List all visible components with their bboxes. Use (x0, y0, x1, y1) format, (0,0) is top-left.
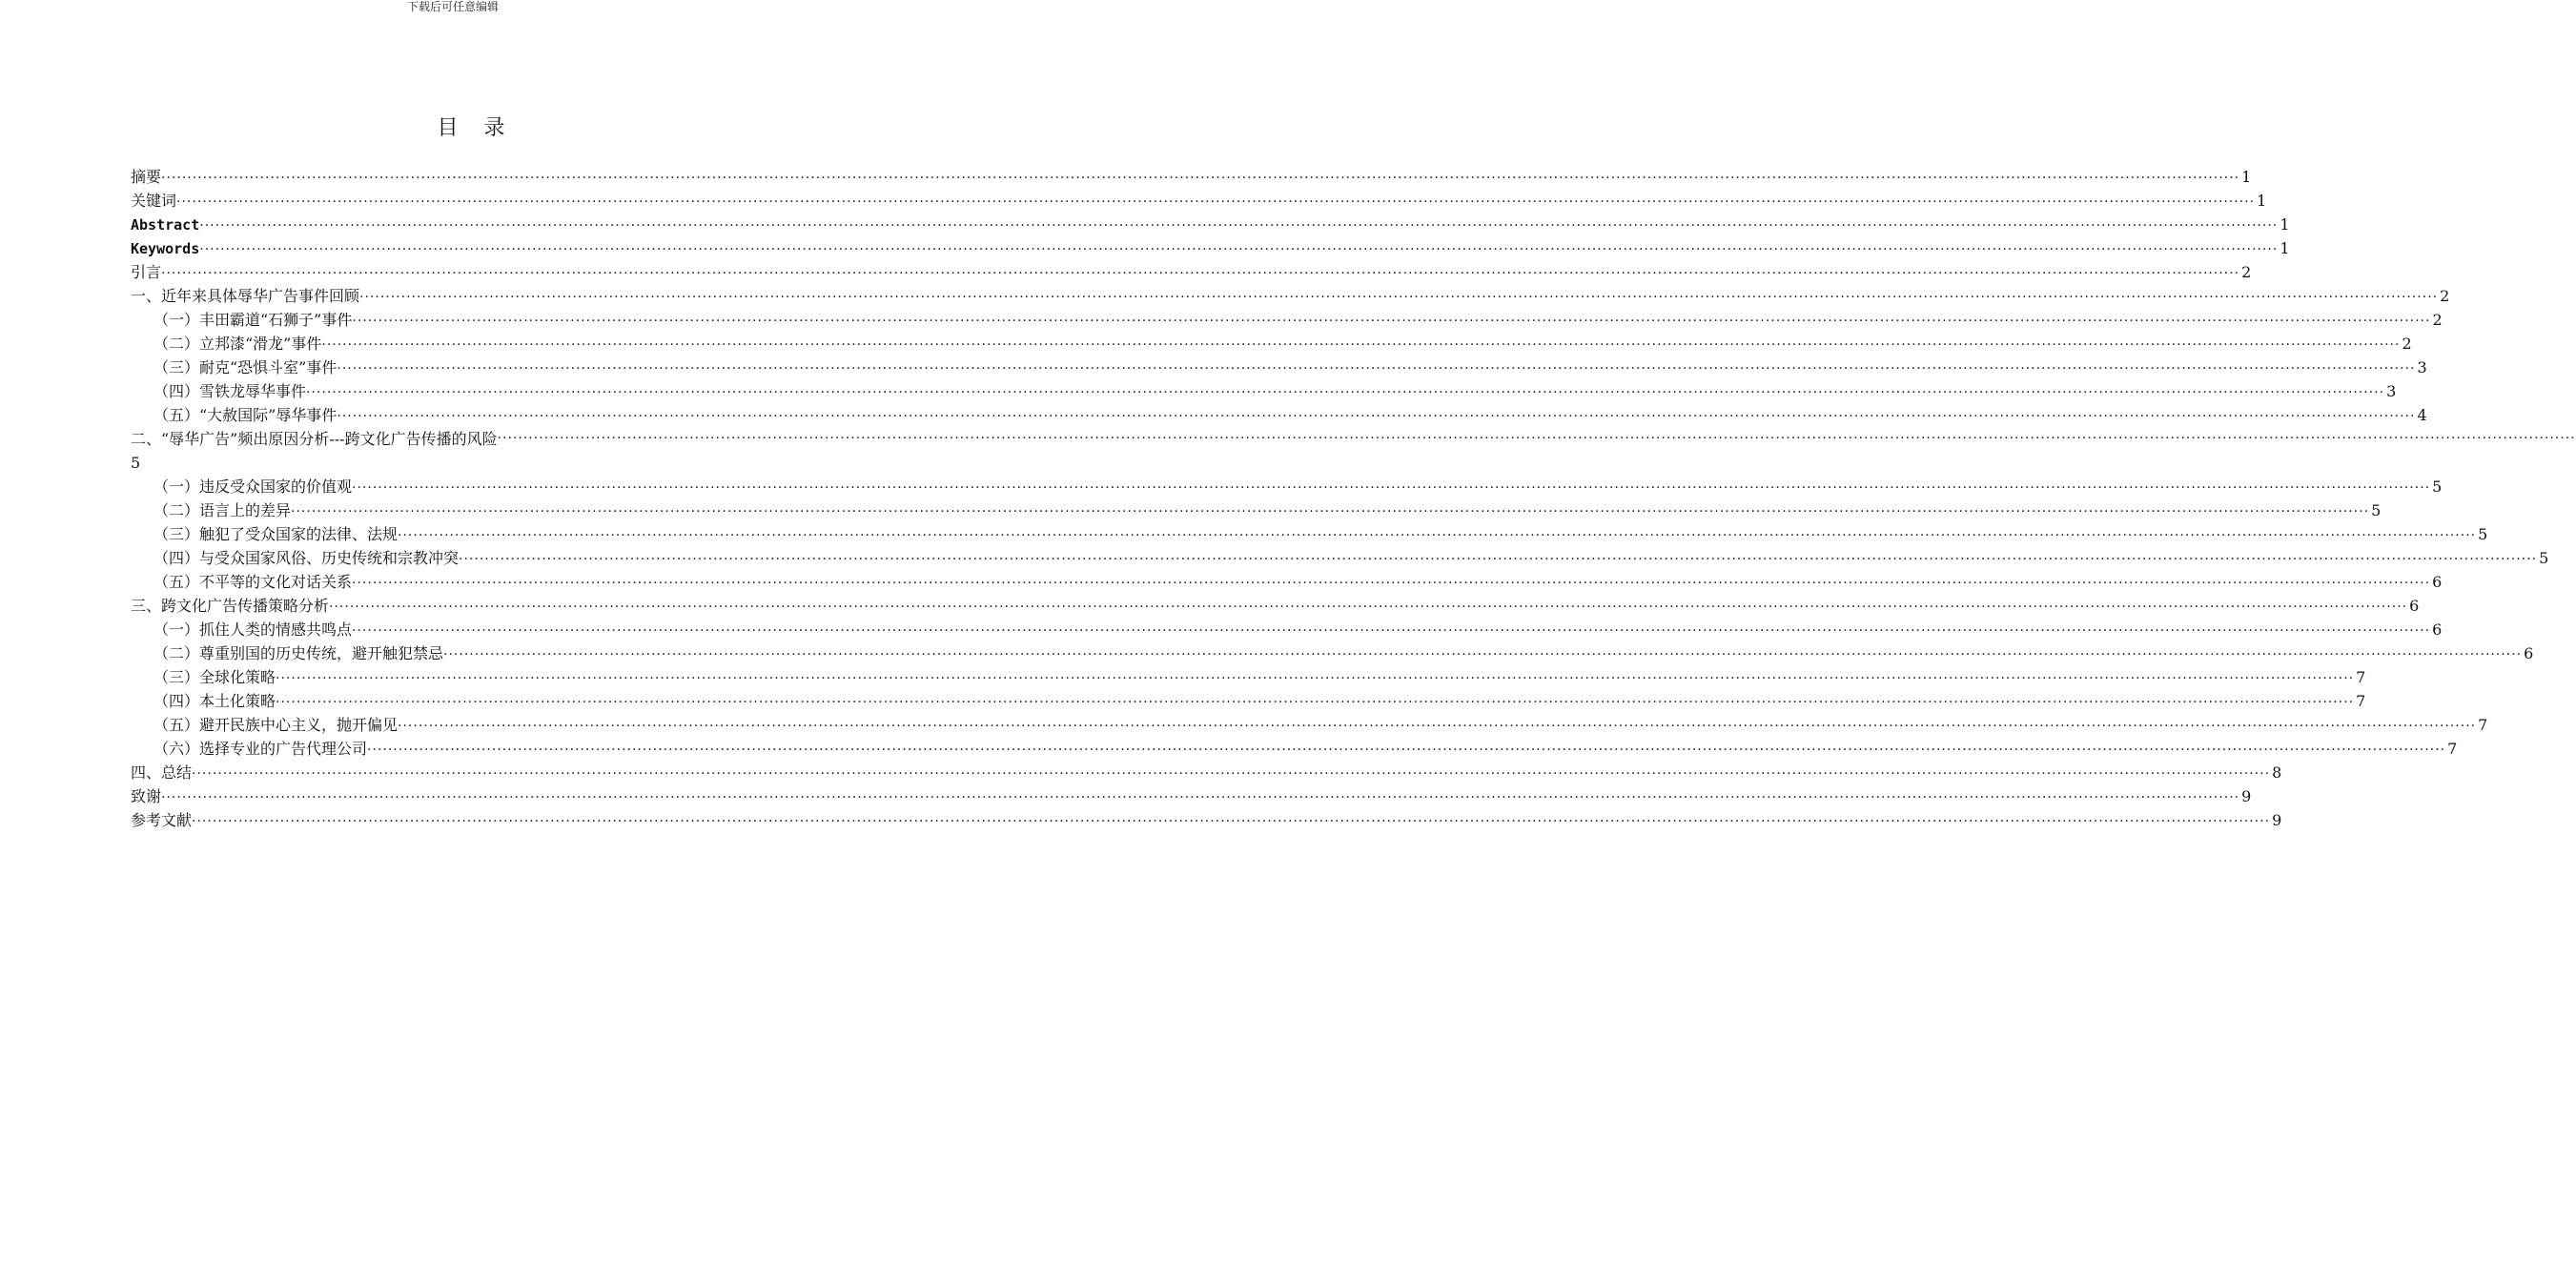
toc-entry-title: 二、“辱华广告”频出原因分析---跨文化广告传播的风险 (131, 430, 498, 448)
toc-entry-page: 6 (2524, 644, 2534, 662)
toc-entry-title: （二）尊重别国的历史传统，避开触犯禁忌 (153, 644, 444, 662)
toc-entry[interactable] (131, 784, 2252, 808)
toc-entry-title: 致谢 (131, 787, 162, 805)
toc-entry-page: 6 (2409, 597, 2420, 615)
toc-entry-title: （五）避开民族中心主义，抛开偏见 (153, 716, 399, 734)
toc-entry-title: （二）立邦漆“滑龙”事件 (153, 335, 322, 353)
toc-leader-dots: ················································································································································································································································································································································································································ (199, 218, 2279, 234)
toc-entry-title: （三）全球化策略 (153, 668, 276, 686)
toc-entry-page: 7 (2356, 692, 2366, 710)
toc-entry[interactable] (131, 546, 2549, 570)
toc-leader-dots: ················································································································································································································································································································································································································ (459, 552, 2538, 567)
toc-leader-dots: ················································································································································································································································································································································································································ (367, 742, 2446, 758)
toc-leader-dots: ················································································································································································································································································································································································································ (443, 647, 2523, 662)
toc-entry-page: 8 (2272, 763, 2282, 782)
toc-entry-page: 9 (2272, 811, 2282, 829)
toc-leader-dots: ················································································································································································································································································································································································································ (337, 409, 2416, 424)
toc-entry[interactable] (131, 713, 2488, 737)
toc-entry-title: （五）不平等的文化对话关系 (153, 573, 353, 591)
toc-entry-title: （五）“大赦国际”辱华事件 (153, 406, 337, 424)
toc-entry-page: 2 (2241, 263, 2252, 281)
toc-entry[interactable] (131, 570, 2443, 594)
toc-entry-title: （四）与受众国家风俗、历史传统和宗教冲突 (153, 549, 460, 567)
toc-leader-dots: ················································································································································································································································································································································································································ (192, 814, 2271, 829)
toc-entry-page: 9 (2241, 787, 2252, 805)
toc-entry-page: 7 (2478, 716, 2488, 734)
toc-leader-dots: ················································································································································································································································································································································································································ (192, 766, 2271, 782)
toc-entry-page: 5 (131, 454, 141, 472)
page-title: 目 录 (437, 116, 515, 140)
toc-leader-dots: ················································································································································································································································································································································································································ (352, 576, 2431, 591)
toc-leader-dots: ················································································································································································································································································································································································································ (352, 480, 2431, 496)
toc-entry-page: 1 (2280, 239, 2290, 257)
toc-entry-page: 3 (2417, 358, 2427, 376)
toc-entry[interactable] (131, 403, 2427, 427)
toc-entry-page: 5 (2539, 549, 2549, 567)
toc-entry-page: 6 (2432, 620, 2443, 639)
toc-entry-page: 2 (2440, 287, 2450, 305)
toc-entry-title: 参考文献 (131, 811, 193, 829)
toc-leader-dots: ················································································································································································································································································································································································································ (398, 719, 2477, 734)
toc-leader-dots: ················································································································································································································································································································································································································ (321, 337, 2401, 353)
toc-leader-dots: ················································································································································································································································································································································································································ (359, 290, 2439, 305)
toc-entry-title: （一）违反受众国家的价值观 (153, 478, 353, 496)
toc-entry[interactable] (131, 737, 2458, 761)
toc-entry[interactable] (131, 213, 2290, 236)
toc-entry[interactable] (131, 356, 2427, 379)
toc-entry-title: Abstract (131, 216, 200, 234)
toc-leader-dots: ················································································································································································································································································································································································································ (276, 671, 2355, 686)
toc-entry-page: 1 (2257, 192, 2267, 210)
toc-entry-page: 4 (2417, 406, 2427, 424)
toc-entry[interactable] (131, 618, 2443, 641)
toc-entry-title: （二）语言上的差异 (153, 501, 292, 519)
toc-leader-dots: ················································································································································································································································································································································································································ (161, 266, 2240, 281)
toc-entry[interactable] (131, 427, 2576, 475)
toc-leader-dots: ················································································································································································································································································································································································································ (276, 695, 2355, 710)
toc-entry-page: 3 (2386, 382, 2397, 400)
toc-entry-title: （六）选择专业的广告代理公司 (153, 740, 368, 758)
toc-entry[interactable] (131, 236, 2290, 260)
page-header: 下载后可任意编辑 (406, 0, 499, 13)
toc-leader-dots: ················································································································································································································································································································································································································ (352, 623, 2431, 639)
toc-entry[interactable] (131, 689, 2366, 713)
toc-leader-dots: ················································································································································································································································································································································································································ (199, 242, 2279, 257)
toc-entry[interactable] (131, 522, 2488, 546)
toc-entry-title: Keywords (131, 240, 200, 257)
toc-entry[interactable] (131, 189, 2267, 213)
toc-entry-title: 一、近年来具体辱华广告事件回顾 (131, 287, 360, 305)
toc-entry[interactable] (131, 641, 2534, 665)
toc-entry-page: 5 (2432, 478, 2443, 496)
toc-leader-dots: ················································································································································································································································································································································································································ (329, 600, 2408, 615)
toc-entry-title: （三）耐克“恐惧斗室”事件 (153, 358, 337, 376)
table-of-contents (131, 165, 2576, 832)
toc-entry-page: 1 (2241, 168, 2252, 186)
toc-entry-page: 5 (2371, 501, 2382, 519)
toc-leader-dots: ················································································································································································································································································································································································································ (398, 528, 2477, 543)
toc-entry-title: （一）抓住人类的情感共鸣点 (153, 620, 353, 639)
toc-leader-dots: ················································································································································································································································································································································································································ (497, 431, 2576, 446)
toc-entry-title: 引言 (131, 263, 162, 281)
toc-entry-title: 摘要 (131, 168, 162, 186)
toc-leader-dots: ················································································································································································································································································································································································································ (161, 171, 2240, 186)
toc-entry-title: （三）触犯了受众国家的法律、法规 (153, 525, 399, 543)
toc-entry[interactable] (131, 475, 2443, 498)
toc-entry-page: 2 (2432, 311, 2443, 329)
toc-entry-title: （四）本土化策略 (153, 692, 276, 710)
toc-leader-dots: ················································································································································································································································································································································································································ (306, 385, 2385, 400)
toc-entry-page: 7 (2447, 740, 2458, 758)
toc-entry-title: （四）雪铁龙辱华事件 (153, 382, 307, 400)
toc-entry[interactable] (131, 379, 2397, 403)
toc-entry-page: 2 (2402, 335, 2412, 353)
toc-entry-page: 5 (2478, 525, 2488, 543)
toc-entry-title: 三、跨文化广告传播策略分析 (131, 597, 330, 615)
toc-entry[interactable] (131, 260, 2252, 284)
toc-entry-title: 四、总结 (131, 763, 193, 782)
toc-entry[interactable] (131, 284, 2450, 308)
toc-entry[interactable] (131, 594, 2420, 618)
toc-entry-title: 关键词 (131, 192, 177, 210)
toc-leader-dots: ················································································································································································································································································································································································································ (352, 314, 2431, 329)
toc-entry[interactable] (131, 808, 2282, 832)
toc-entry[interactable] (131, 332, 2412, 356)
toc-leader-dots: ················································································································································································································································································································································································································ (161, 790, 2240, 805)
toc-entry[interactable] (131, 498, 2382, 522)
toc-entry[interactable] (131, 308, 2443, 332)
toc-entry[interactable] (131, 165, 2252, 189)
toc-entry-page: 1 (2280, 215, 2290, 234)
toc-leader-dots: ················································································································································································································································································································································································································ (176, 194, 2256, 210)
toc-leader-dots: ················································································································································································································································································································································································································ (291, 504, 2370, 519)
toc-entry[interactable] (131, 665, 2366, 689)
toc-entry[interactable] (131, 761, 2282, 784)
toc-leader-dots: ················································································································································································································································································································································································································ (337, 361, 2416, 376)
toc-entry-page: 6 (2432, 573, 2443, 591)
toc-entry-title: （一）丰田霸道“石狮子”事件 (153, 311, 353, 329)
toc-entry-page: 7 (2356, 668, 2366, 686)
